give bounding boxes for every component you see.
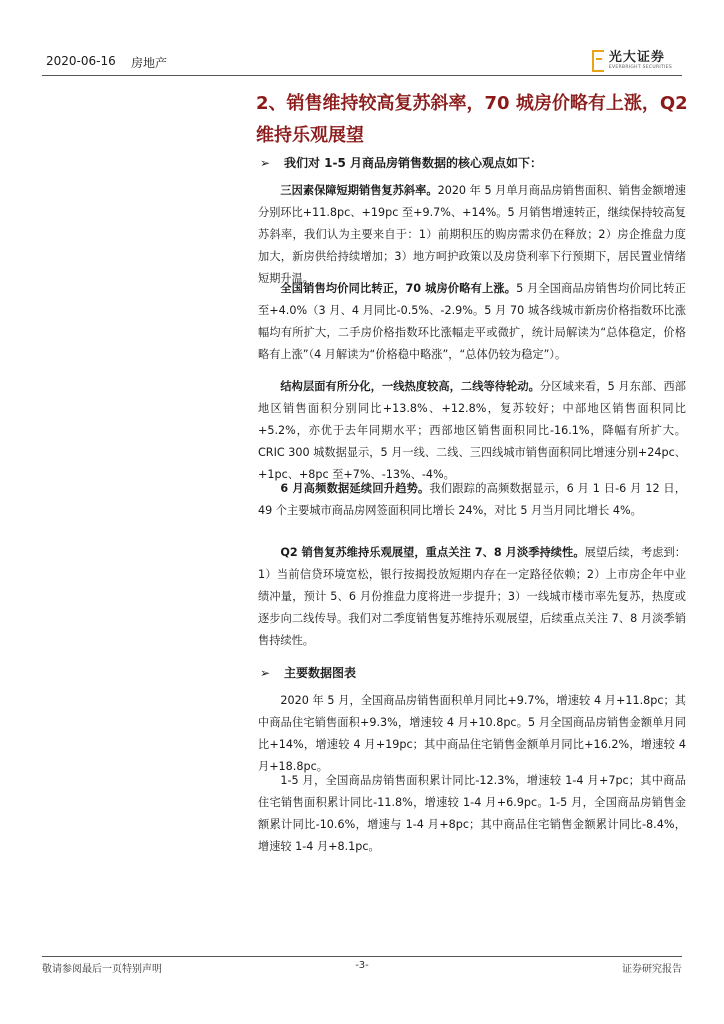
paragraph-lead: 6 月高频数据延续回升趋势。	[280, 482, 430, 495]
bullet-text: 主要数据图表	[284, 666, 357, 680]
logo-mark-icon	[592, 50, 604, 72]
paragraph-body: 展望后续，考虑到：1）当前信贷环境宽松，银行按揭投放短期内存在一定路径依赖；2）上市房企年中业绩冲量，预计 5、6 月份推盘力度将进一步提升；3）一线城市楼市率先复苏，热度或逐步向二线传导。我们对二季度销售复苏维持乐观展望，后续重点关注 7、8 月淡季销售持续性。	[258, 546, 686, 647]
page-number: -3-	[355, 960, 369, 971]
paragraph-lead: Q2 销售复苏维持乐观展望，重点关注 7、8 月淡季持续性。	[280, 546, 585, 559]
bullet-text: 我们对 1-5 月商品房销售数据的核心观点如下：	[284, 156, 543, 170]
page-header	[42, 50, 682, 74]
report-sector: 房地产	[131, 56, 168, 70]
footer-divider	[42, 956, 682, 957]
arrow-bullet-icon: ➢	[260, 156, 271, 170]
paragraph-body: 5 月全国商品房销售均价同比转正至+4.0%（3 月、4 月同比-0.5%、-2.9%。5 月 70 城各线城市新房价格指数环比涨幅均有所扩大，二手房价格指数环比涨幅走平或微扩，统计局解读为“总体稳定，价格略有上涨”（4 月解读为“价格稳中略涨”，“总体仍较为稳定”）。	[258, 282, 686, 361]
footer-report-type: 证券研究报告	[622, 964, 682, 975]
paragraph-body: 我们跟踪的高频数据显示，6 月 1 日-6 月 12 日，49 个主要城市商品房网签面积同比增长 24%，对比 5 月当月同比增长 4%。	[258, 482, 686, 517]
footer-disclaimer: 敬请参阅最后一页特别声明	[42, 964, 162, 975]
header-divider	[42, 75, 682, 76]
paragraph-lead: 三因素保障短期销售复苏斜率。	[280, 184, 438, 197]
paragraph-5	[258, 542, 686, 652]
bullet-core-views	[260, 154, 542, 171]
data-paragraph-2: 1-5 月，全国商品房销售面积累计同比-12.3%，增速较 1-4 月+7pc；其中商品住宅销售面积累计同比-11.8%，增速较 1-4 月+6.9pc。1-5 月，全国商品房销售金额累计同比-10.6%，增速与 1-4 月+8pc；其中商品住宅销售金额累计同比-8.4%，增速较 1-4 月+8.1pc。	[258, 774, 686, 853]
section-title: 2、销售维持较高复苏斜率，70 城房价略有上涨，Q2 维持乐观展望	[256, 93, 688, 146]
paragraph-2	[258, 278, 686, 366]
paragraph-1	[258, 180, 686, 290]
logo-text-cn: 光大证券	[608, 50, 665, 66]
paragraph-lead: 结构层面有所分化，一线热度较高，二线等待轮动。	[280, 380, 540, 393]
paragraph-body: 2020 年 5 月单月商品房销售面积、销售金额增速分别环比+11.8pc、+19pc 至+9.7%、+14%。5 月销售增速转正，继续保持较高复苏斜率，我们认为主要来自于：1）前期积压的购房需求仍在释放；2）房企推盘力度加大，新房供给持续增加；3）地方呵护政策以及房贷利率下行预期下，居民置业情绪短期升温。	[258, 184, 686, 285]
paragraph-lead: 全国销售均价同比转正，70 城房价略有上涨。	[280, 282, 517, 295]
bullet-main-charts	[260, 664, 356, 681]
paragraph-4	[258, 478, 686, 522]
company-logo	[592, 50, 672, 72]
data-paragraph-1: 2020 年 5 月，全国商品房销售面积单月同比+9.7%，增速较 4 月+11.8pc；其中商品住宅销售面积+9.3%，增速较 4 月+10.8pc。5 月全国商品房销售金额单月同比+14%，增速较 4 月+19pc；其中商品住宅销售金额单月同比+16.2%，增速较 4 月+18.8pc。	[258, 694, 686, 773]
paragraph-body: 分区域来看，5 月东部、西部地区销售面积分别同比+13.8%、+12.8%，复苏较好；中部地区销售面积同比+5.2%，亦优于去年同期水平；西部地区销售面积同比-16.1%，降幅有所扩大。CRIC 300 城数据显示，5 月一线、二线、三四线城市销售面积同比增速分别+24pc、+1pc、+8pc 至+7%、-13%、-4%。	[258, 380, 686, 481]
logo-text-en: EVERBRIGHT SECURITIES	[608, 65, 672, 71]
paragraph-3	[258, 376, 686, 486]
arrow-bullet-icon: ➢	[260, 666, 271, 680]
report-date: 2020-06-16	[46, 54, 116, 68]
